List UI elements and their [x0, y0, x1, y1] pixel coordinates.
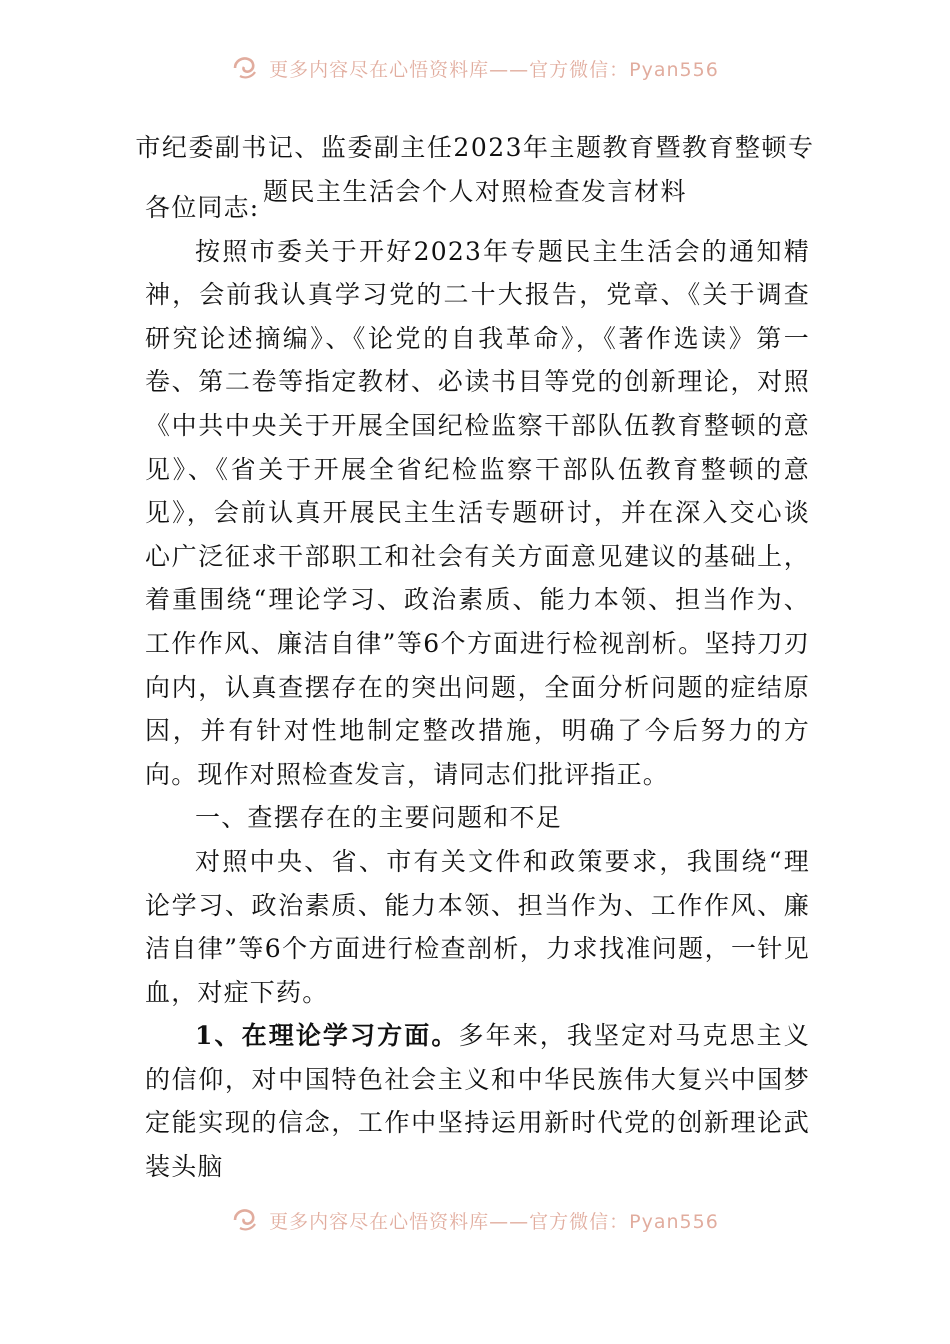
swirl-logo-icon	[231, 1206, 259, 1234]
section-heading: 一、查摆存在的主要问题和不足	[195, 803, 562, 833]
watermark-bottom	[0, 1200, 950, 1240]
watermark-text: 更多内容尽在心悟资料库——官方微信：Pyan556	[269, 1210, 719, 1233]
watermark-text: 更多内容尽在心悟资料库——官方微信：Pyan556	[269, 58, 719, 81]
watermark-top	[0, 48, 950, 88]
document-body	[145, 186, 810, 1189]
title-line-1: 市纪委副书记、监委副主任2023年主题教育暨教育整顿专	[135, 133, 815, 162]
item-theory-study	[145, 1014, 810, 1188]
swirl-logo-icon	[231, 54, 259, 82]
item-body: 多年来，我坚定对马克思主义的信仰，对中国特色社会主义和中华民族伟大复兴中国梦定能实现的信念，工作中坚持运用新时代党的创新理论武装头脑	[145, 1021, 810, 1182]
item-heading: 1、在理论学习方面。	[195, 1021, 459, 1051]
title-line-2: 题民主生活会个人对照检查发言材料	[262, 177, 687, 206]
paragraph-overview: 对照中央、省、市有关文件和政策要求，我围绕“理论学习、政治素质、能力本领、担当作为、工作作风、廉洁自律”等6个方面进行检查剖析，力求找准问题，一针见血，对症下药。	[145, 846, 810, 1007]
salutation: 各位同志:	[145, 193, 260, 222]
paragraph-intro: 按照市委关于开好2023年专题民主生活会的通知精神，会前我认真学习党的二十大报告，党章、《关于调查研究论述摘编》、《论党的自我革命》，《著作选读》第一卷、第二卷等指定教材、必读书目等党的创新理论，对照《中共中央关于开展全国纪检监察干部队伍教育整顿的意见》、《省关于开展全省纪检监察干部队伍教育整顿的意见》，会前认真开展民主生活专题研讨，并在深入交心谈心广泛征求干部职工和社会有关方面意见建议的基础上，着重围绕“理论学习、政治素质、能力本领、担当作为、工作作风、廉洁自律”等6个方面进行检视剖析。坚持刀刃向内，认真查摆存在的突出问题，全面分析问题的症结原因，并有针对性地制定整改措施，明确了今后努力的方向。现作对照检查发言，请同志们批评指正。	[145, 236, 810, 789]
